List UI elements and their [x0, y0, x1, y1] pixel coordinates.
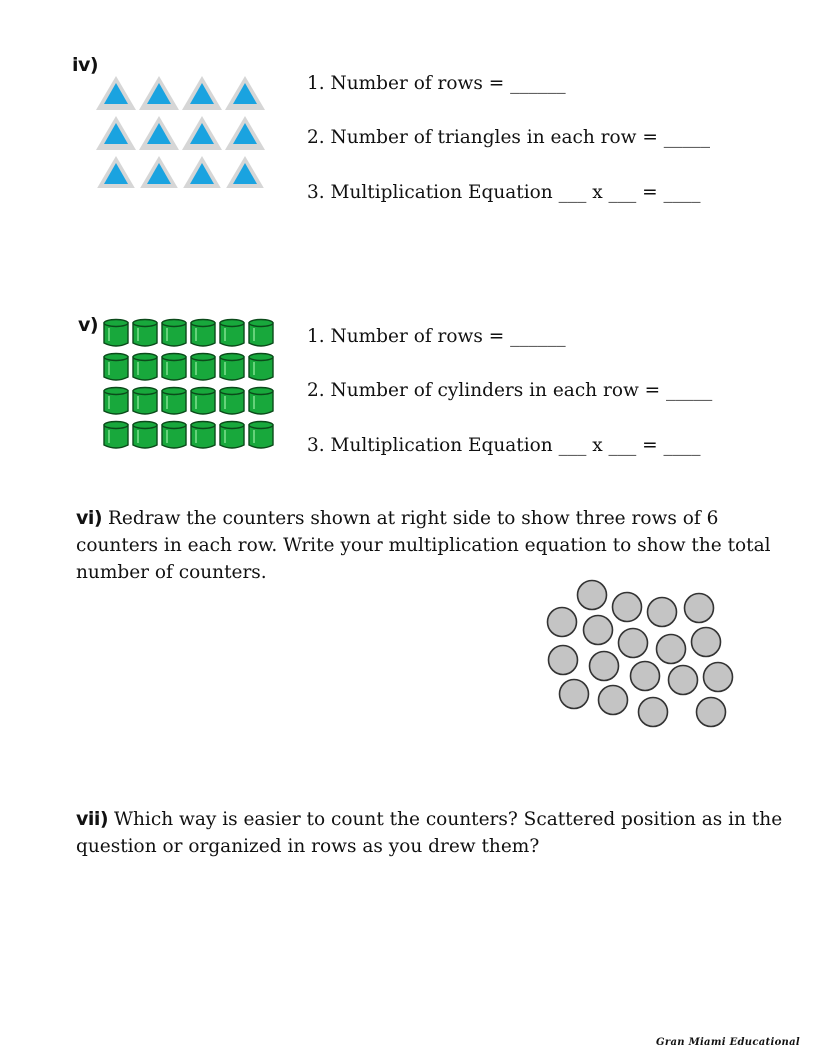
cylinder-icon	[104, 388, 128, 415]
triangle-icon	[225, 76, 265, 110]
triangle-array	[92, 72, 272, 188]
counter-icon	[685, 594, 714, 623]
counter-icon	[692, 628, 721, 657]
question-vii	[76, 806, 786, 860]
counter-icon	[590, 652, 619, 681]
cylinder-icon	[249, 354, 273, 381]
counter-icon	[697, 698, 726, 727]
cylinder-icon	[220, 354, 244, 381]
v-rows-prompt: 1. Number of rows = ______	[307, 326, 566, 347]
cylinder-icon	[133, 354, 157, 381]
cylinder-icon	[162, 354, 186, 381]
cylinder-icon	[104, 354, 128, 381]
cylinder-icon	[220, 320, 244, 347]
cylinder-icon	[133, 388, 157, 415]
iv-rows-prompt: 1. Number of rows = ______	[307, 73, 566, 94]
counter-icon	[599, 686, 628, 715]
triangle-icon	[139, 156, 179, 188]
cylinder-icon	[249, 422, 273, 449]
iv-per-row-prompt: 2. Number of triangles in each row = _____	[307, 127, 710, 148]
iv-equation-prompt: 3. Multiplication Equation ___ x ___ = ____	[307, 182, 701, 203]
counter-icon	[548, 608, 577, 637]
cylinder-icon	[191, 422, 215, 449]
counter-icon	[657, 635, 686, 664]
triangle-icon	[139, 76, 179, 110]
triangle-icon	[182, 116, 222, 150]
counter-icon	[704, 663, 733, 692]
cylinder-icon	[191, 388, 215, 415]
v-per-row-prompt: 2. Number of cylinders in each row = _____	[307, 380, 713, 401]
counter-icon	[578, 581, 607, 610]
cylinder-icon	[249, 388, 273, 415]
cylinder-icon	[191, 320, 215, 347]
cylinder-icon	[133, 320, 157, 347]
cylinder-icon	[162, 422, 186, 449]
question-vii-text: Which way is easier to count the counters? Scattered position as in the question or organized in rows as you drew them?	[76, 809, 783, 857]
counter-icon	[631, 662, 660, 691]
counter-icon	[669, 666, 698, 695]
cylinder-icon	[249, 320, 273, 347]
cylinder-icon	[104, 320, 128, 347]
cylinder-icon	[162, 320, 186, 347]
triangle-icon	[225, 116, 265, 150]
counter-icon	[613, 593, 642, 622]
triangle-icon	[225, 156, 265, 188]
counter-icon	[584, 616, 613, 645]
triangle-icon	[96, 156, 136, 188]
question-vi-text: Redraw the counters shown at right side to show three rows of 6 counters in each row. Write your multiplication equation to show the total number of counters.	[76, 508, 771, 583]
counter-icon	[648, 598, 677, 627]
cylinder-icon	[162, 388, 186, 415]
counter-icon	[639, 698, 668, 727]
cylinder-icon	[220, 388, 244, 415]
question-vi	[76, 505, 776, 586]
cylinder-array	[102, 316, 280, 458]
triangle-icon	[139, 116, 179, 150]
triangle-icon	[182, 156, 222, 188]
v-equation-prompt: 3. Multiplication Equation ___ x ___ = ____	[307, 435, 701, 456]
triangle-icon	[96, 76, 136, 110]
footer-signature: Gran Miami Educational	[656, 1037, 800, 1048]
cylinder-icon	[104, 422, 128, 449]
question-label-iv: iv)	[72, 54, 99, 76]
cylinder-icon	[133, 422, 157, 449]
counter-icon	[619, 629, 648, 658]
question-label-vi: vi)	[76, 507, 103, 529]
question-label-vii: vii)	[76, 808, 109, 830]
counter-icon	[560, 680, 589, 709]
triangle-icon	[96, 116, 136, 150]
scattered-counters	[540, 578, 736, 730]
counter-icon	[549, 646, 578, 675]
question-label-v: v)	[78, 314, 99, 336]
triangle-icon	[182, 76, 222, 110]
cylinder-icon	[191, 354, 215, 381]
cylinder-icon	[220, 422, 244, 449]
